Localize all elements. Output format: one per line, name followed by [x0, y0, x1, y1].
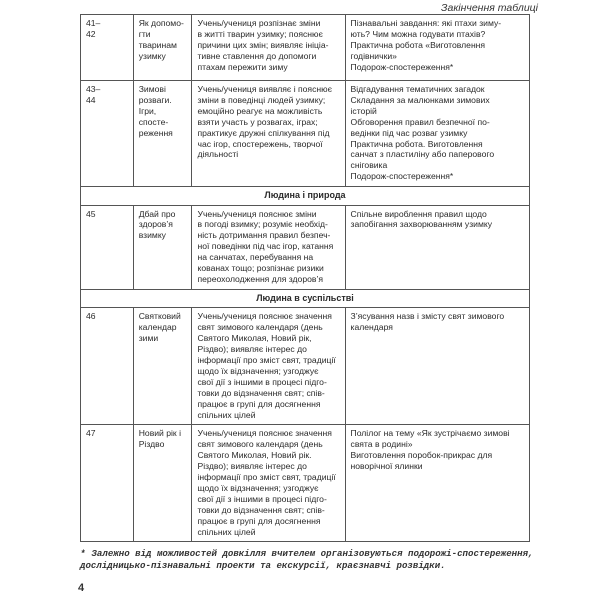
footnote-marker: *: [80, 548, 86, 559]
learning-outcomes: Учень/учениця пояснює значення свят зимового календаря (день Святого Миколая, Новий рік, Різдво); виявляє інтерес до інформації про зміст свят, традиції щодо їх відзначення; узгоджує свої дії з іншими в процесі підго- товки до відзначення свят; спів- працює в групі для досягнення спільних цілей: [192, 308, 345, 425]
table-row: [81, 205, 530, 289]
section-title: Людина в суспільстві: [81, 289, 530, 307]
lesson-number: 47: [81, 425, 134, 542]
table-row: [81, 81, 530, 187]
table-row: [81, 15, 530, 81]
section-header-row: [81, 187, 530, 205]
footnote: [80, 548, 542, 572]
lesson-topic: Як допомо- гти тваринам узимку: [133, 15, 192, 81]
footnote-text: Залежно від можливостей довкілля вчителем організовуються подорожі-спостереження, дослідницько-пізнавальні проекти та екскурсії, краєзнавчі розвідки.: [80, 548, 534, 572]
table-row: [81, 425, 530, 542]
lesson-number: 45: [81, 205, 134, 289]
page-number: 4: [78, 582, 85, 594]
table-row: [81, 308, 530, 425]
learning-outcomes: Учень/учениця пояснює значення свят зимового календаря (день Святого Миколая, Новий рік. Різдво); виявляє інтерес до інформації про зміст свят, традиції щодо їх відзначення; узгоджує свої дії з іншими в процесі підго- товки до відзначення свят; спів- працює в групі для досягнення спільних цілей: [192, 425, 345, 542]
lesson-number: 46: [81, 308, 134, 425]
lesson-topic: Дбай про здоров’я взимку: [133, 205, 192, 289]
curriculum-table: [80, 14, 530, 542]
learning-activities: Полілог на тему «Як зустрічаємо зимові свята в родині» Виготовлення поробок-прикрас для новорічної ялинки: [345, 425, 529, 542]
section-title: Людина і природа: [81, 187, 530, 205]
learning-activities: З’ясування назв і змісту свят зимового календаря: [345, 308, 529, 425]
learning-outcomes: Учень/учениця виявляє і пояснює зміни в поведінці людей узимку; емоційно реагує на можливість взяти участь у розвагах, іграх; практикує дружні спілкування під час ігор, спостережень, творчої діяльності: [192, 81, 345, 187]
lesson-topic: Зимові розваги. Ігри, спосте- реження: [133, 81, 192, 187]
lesson-number: 41– 42: [81, 15, 134, 81]
learning-activities: Відгадування тематичних загадок Складання за малюнками зимових історій Обговорення правил безпечної по- ведінки під час розваг узимку Практична робота. Виготовлення санчат з пластиліну або паперового сніговика Подорож-спостереження*: [345, 81, 529, 187]
lesson-topic: Святковий календар зими: [133, 308, 192, 425]
learning-activities: Пізнавальні завдання: які птахи зиму- ють? Чим можна годувати птахів? Практична робота «Виготовлення годівнички» Подорож-спостереження*: [345, 15, 529, 81]
lesson-number: 43– 44: [81, 81, 134, 187]
table-continuation-caption: Закінчення таблиці: [441, 2, 538, 14]
section-header-row: [81, 289, 530, 307]
learning-activities: Спільне вироблення правил щодо запобігання захворюванням узимку: [345, 205, 529, 289]
learning-outcomes: Учень/учениця розпізнає зміни в житті тварин узимку; пояснює причини цих змін; виявляє ініціа- тивне ставлення до допомоги птахам пережити зиму: [192, 15, 345, 81]
learning-outcomes: Учень/учениця пояснює зміни в погоді взимку; розуміє необхід- ність дотримання правил безпеч- ної поведінки під час ігор, катання на санчатах, перебування на кованах тощо; розпізнає ризики переохолодження для здоров’я: [192, 205, 345, 289]
lesson-topic: Новий рік і Різдво: [133, 425, 192, 542]
